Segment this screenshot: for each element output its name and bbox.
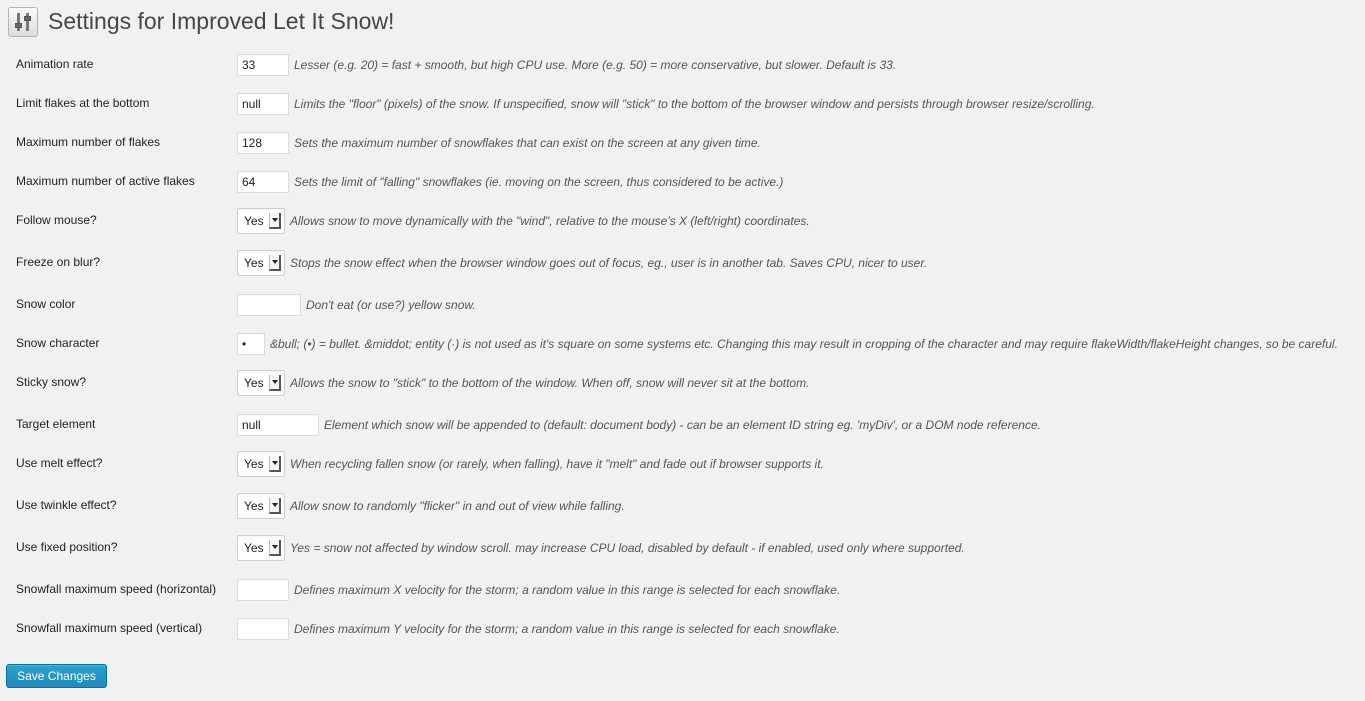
field-label: Snow character [16, 336, 100, 350]
field-description: Allow snow to randomly "flicker" in and out of view while falling. [290, 499, 625, 513]
field-description: Don't eat (or use?) yellow snow. [306, 298, 476, 312]
field-label: Limit flakes at the bottom [16, 96, 150, 110]
field-label: Snowfall maximum speed (vertical) [16, 621, 203, 635]
dropdown-arrow-icon [269, 540, 281, 556]
page-title: Settings for Improved Let It Snow! [48, 7, 395, 34]
field-label: Use melt effect? [16, 456, 103, 470]
snow-color-input[interactable] [237, 294, 301, 316]
setting-row-freeze-on-blur [0, 248, 1365, 278]
field-label: Target element [16, 417, 96, 431]
field-description: Lesser (e.g. 20) = fast + smooth, but high CPU use. More (e.g. 50) = more conservative, but slower. Default is 33. [294, 58, 897, 72]
dropdown-arrow-icon [269, 498, 281, 514]
max-active-flakes-input[interactable] [237, 171, 289, 193]
snow-character-input[interactable] [237, 333, 265, 355]
setting-row-snow-character [0, 329, 1365, 359]
setting-row-follow-mouse [0, 206, 1365, 236]
fixed-position-select[interactable] [237, 535, 285, 561]
setting-row-melt-effect [0, 449, 1365, 479]
setting-row-snow-color [0, 290, 1365, 320]
max-speed-horizontal-input[interactable] [237, 579, 289, 601]
dropdown-arrow-icon [269, 213, 281, 229]
max-speed-vertical-input[interactable] [237, 618, 289, 640]
setting-row-animation-rate [0, 50, 1365, 80]
setting-row-max-active-flakes [0, 167, 1365, 197]
field-label: Sticky snow? [16, 375, 87, 389]
setting-row-max-speed-vertical [0, 614, 1365, 644]
select-value: Yes [244, 214, 264, 228]
select-value: Yes [244, 256, 264, 270]
animation-rate-input[interactable] [237, 54, 289, 76]
field-description: Limits the "floor" (pixels) of the snow. If unspecified, snow will "stick" to the bottom of the browser window and persists through browser resize/scrolling. [294, 97, 1095, 111]
field-description: Sets the maximum number of snowflakes that can exist on the screen at any given time. [294, 136, 761, 150]
setting-row-twinkle-effect [0, 491, 1365, 521]
save-changes-button[interactable]: Save Changes [6, 664, 107, 688]
select-value: Yes [244, 499, 264, 513]
field-description: Yes = snow not affected by window scroll. may increase CPU load, disabled by default - if enabled, used only where supported. [290, 541, 965, 555]
twinkle-effect-select[interactable] [237, 493, 285, 519]
setting-row-max-speed-horizontal [0, 575, 1365, 605]
field-description: &bull; (•) = bullet. &middot; entity (·) is not used as it's square on some systems etc. Changing this may result in cropping of the character and may require flakeWidth/flakeHeight changes, so be careful. [270, 337, 1338, 351]
field-description: Allows the snow to "stick" to the bottom of the window. When off, snow will never sit at the bottom. [290, 376, 810, 390]
field-label: Freeze on blur? [16, 255, 101, 269]
select-value: Yes [244, 457, 264, 471]
freeze-on-blur-select[interactable] [237, 250, 285, 276]
field-label: Snowfall maximum speed (horizontal) [16, 582, 217, 596]
field-label: Use fixed position? [16, 540, 118, 554]
field-label: Use twinkle effect? [16, 498, 117, 512]
field-label: Animation rate [16, 57, 94, 71]
field-description: Stops the snow effect when the browser window goes out of focus, eg., user is in another tab. Saves CPU, nicer to user. [290, 256, 928, 270]
field-label: Maximum number of active flakes [16, 174, 195, 188]
dropdown-arrow-icon [269, 375, 281, 391]
setting-row-target-element [0, 410, 1365, 440]
max-flakes-input[interactable] [237, 132, 289, 154]
dropdown-arrow-icon [269, 456, 281, 472]
limit-flakes-bottom-input[interactable] [237, 93, 289, 115]
settings-sliders-icon [8, 7, 38, 37]
follow-mouse-select[interactable] [237, 208, 285, 234]
field-description: Sets the limit of "falling" snowflakes (ie. moving on the screen, thus considered to be active.) [294, 175, 784, 189]
field-description: Allows snow to move dynamically with the "wind", relative to the mouse's X (left/right) coordinates. [290, 214, 810, 228]
target-element-input[interactable] [237, 414, 319, 436]
select-value: Yes [244, 376, 264, 390]
field-description: Defines maximum Y velocity for the storm; a random value in this range is selected for each snowflake. [294, 622, 840, 636]
field-description: Element which snow will be appended to (default: document body) - can be an element ID string eg. 'myDiv', or a DOM node reference. [324, 418, 1041, 432]
melt-effect-select[interactable] [237, 451, 285, 477]
dropdown-arrow-icon [269, 255, 281, 271]
setting-row-fixed-position [0, 533, 1365, 563]
setting-row-max-flakes [0, 128, 1365, 158]
setting-row-limit-flakes-bottom [0, 89, 1365, 119]
field-label: Snow color [16, 297, 76, 311]
select-value: Yes [244, 541, 264, 555]
field-label: Follow mouse? [16, 213, 97, 227]
field-description: When recycling fallen snow (or rarely, when falling), have it "melt" and fade out if browser supports it. [290, 457, 824, 471]
sticky-snow-select[interactable] [237, 370, 285, 396]
field-description: Defines maximum X velocity for the storm; a random value in this range is selected for each snowflake. [294, 583, 841, 597]
field-label: Maximum number of flakes [16, 135, 161, 149]
setting-row-sticky-snow [0, 368, 1365, 398]
page-header [8, 5, 394, 39]
